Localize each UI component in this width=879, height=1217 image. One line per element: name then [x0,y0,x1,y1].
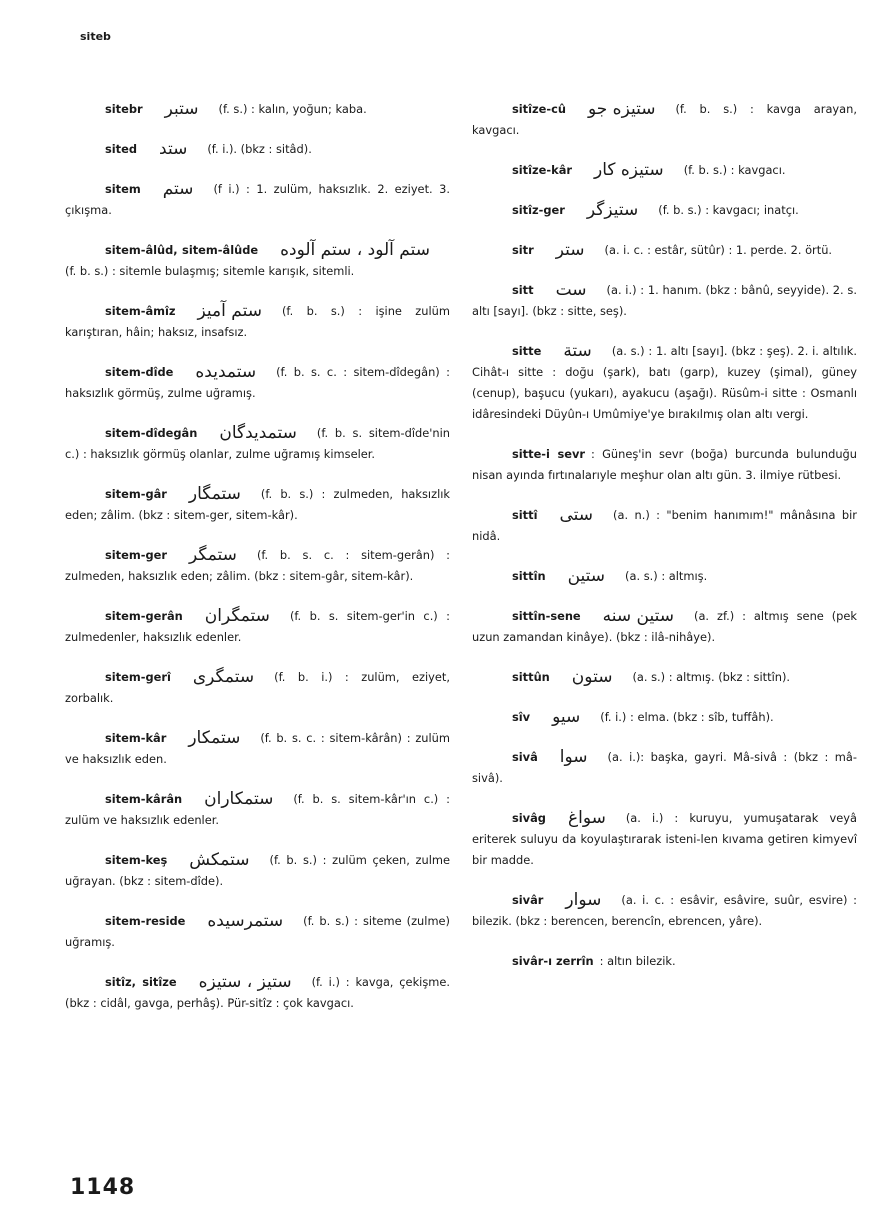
dictionary-entry [472,240,857,261]
arabic-script: ستر [555,240,585,261]
headword: sitîze-kâr [512,163,572,178]
headword: sited [105,142,138,157]
headword: sitem-gerî [105,670,171,685]
arabic-script: ستيزه جو [587,99,656,120]
headword: sitem-kâr [105,731,167,746]
dictionary-entry [65,789,450,831]
headword: sitem-dîde [105,365,174,380]
dictionary-entry [472,160,857,181]
dictionary-entry [65,139,450,160]
dictionary-entry [65,972,450,1014]
dictionary-entry [472,280,857,322]
right-column [472,88,857,991]
dictionary-entry [65,667,450,709]
headword: sittî [512,508,538,523]
headword: sitîze-cû [512,102,566,117]
headword: sivâr-ı zerrîn [512,954,594,969]
headword: sivâ [512,750,538,765]
headword: sivâg [512,811,546,826]
headword: sitem-gâr [105,487,167,502]
dictionary-entry [65,484,450,526]
arabic-script: سواغ [567,808,606,829]
arabic-script: ستم آلود ، ستم آلوده [280,240,430,261]
arabic-script: ستمكاران [204,789,274,810]
headword: sivâr [512,893,544,908]
dictionary-entry [65,545,450,587]
dictionary-entry [472,200,857,221]
definition: (f. b. s.) : kavgacı. [683,163,786,178]
definition: (f. b. s. sitem-ger'in c.) : zulmedenler, haksızlık edenler. [65,609,450,645]
headword: sittîn-sene [512,609,581,624]
definition: (f. b. i.) : zulüm, eziyet, zorbalık. [65,670,450,706]
definition: (f. b. s.) : kavgacı; inatçı. [658,203,799,218]
arabic-script: ستمگران [204,606,270,627]
definition: (f. s.) : kalın, yoğun; kaba. [218,102,367,117]
headword: sittûn [512,670,550,685]
arabic-script: سيو [552,707,581,728]
dictionary-entry [65,728,450,770]
running-head: siteb [80,30,111,43]
headword: sitem-âlûd, sitem-âlûde [105,243,259,258]
headword: sitîz-ger [512,203,565,218]
definition: (a. n.) : "benim hanımım!" mânâsına bir nidâ. [472,508,857,544]
definition: (a. s.) : altmış. [625,569,708,584]
dictionary-entry [472,99,857,141]
definition: : altın bilezik. [599,954,676,969]
arabic-script: ستمكش [189,850,250,871]
dictionary-entry [65,362,450,404]
dictionary-entry [472,606,857,648]
arabic-script: ستمكار [188,728,241,749]
definition: (f. b. s.) : işine zulüm karıştıran, hâin; haksız, insafsız. [65,304,450,340]
page-number: 1148 [70,1175,136,1200]
definition: (a. i.): başka, gayri. Mâ-sivâ : (bkz : mâ-sivâ). [472,750,857,786]
dictionary-entry [65,423,450,465]
dictionary-entry [472,667,857,688]
arabic-script: سوا [559,747,588,768]
arabic-script: ستيزه كار [594,160,664,181]
arabic-script: ستمگرى [192,667,255,688]
arabic-script: ستمگر [188,545,237,566]
dictionary-entry [65,240,450,282]
definition: (f. i.) : elma. (bkz : sîb, tuffâh). [600,710,774,725]
headword: sitt [512,283,534,298]
arabic-script: ستم [162,179,194,200]
dictionary-entry [472,707,857,728]
dictionary-entry [472,505,857,547]
arabic-script: ستم آميز [197,301,262,322]
headword: sitem-reside [105,914,186,929]
left-column [65,88,450,1033]
definition: (f. b. s. c. : sitem-gerân) : zulmeden, haksızlık eden; zâlim. (bkz : sitem-gâr, sitem-kâr). [65,548,450,584]
dictionary-entry [472,951,857,972]
arabic-script: ستون [571,667,613,688]
headword: sitebr [105,102,143,117]
definition: (f i.) : 1. zulüm, haksızlık. 2. eziyet. 3. çıkışma. [65,182,450,218]
arabic-script: ستمديده [195,362,257,383]
definition: (f. b. s. c. : sitem-dîdegân) : haksızlık görmüş, zulme uğramış. [65,365,450,401]
definition: (f. b. s.) : sitemle bulaşmış; sitemle karışık, sitemli. [65,264,355,279]
dictionary-entry [65,99,450,120]
arabic-script: ستين سنه [602,606,674,627]
definition: (f. b. s. c. : sitem-kârân) : zulüm ve haksızlık eden. [65,731,450,767]
headword: sitem-gerân [105,609,183,624]
headword: sitr [512,243,534,258]
arabic-script: ستيزگر [586,200,639,221]
headword: sîv [512,710,531,725]
dictionary-entry [472,444,857,486]
dictionary-entry [472,890,857,932]
dictionary-entry [65,301,450,343]
headword: sitte-i sevr [512,447,586,462]
definition: (a. s.) : 1. altı [sayı]. (bkz : şeş). 2. i. altılık. Cihât-ı sitte : doğu (şark), batı (garp), kuzey (şimal), güney (cenup), başucu (yukarı), ayakucu (aşağı). Rüsûm-i sitte : Osmanlı idâresindeki Düyûn-ı Umûmiye'ye bırakılmış olan altı vergi. [472,344,857,422]
headword: sitem-âmîz [105,304,176,319]
dictionary-entry [472,566,857,587]
dictionary-entry [65,606,450,648]
headword: sitem-ger [105,548,167,563]
arabic-script: ستة [563,341,592,362]
dictionary-entry [65,179,450,221]
arabic-script: سوار [565,890,602,911]
definition: (f. b. s.) : siteme (zulme) uğramış. [65,914,450,950]
dictionary-entry [472,341,857,425]
definition: (a. i. c. : estâr, sütûr) : 1. perde. 2. örtü. [604,243,833,258]
definition: (f. i.) : kavga, çekişme. (bkz : cidâl, gavga, perhâş). Pür-sitîz : çok kavgacı. [65,975,450,1011]
headword: sitte [512,344,542,359]
arabic-script: ستمديدگان [219,423,297,444]
arabic-script: ستبر [164,99,199,120]
dictionary-entry [65,850,450,892]
definition: (f. b. s.) : zulmeden, haksızlık eden; zâlim. (bkz : sitem-ger, sitem-kâr). [65,487,450,523]
headword: sitem [105,182,141,197]
arabic-script: ستمگار [188,484,241,505]
definition: : Güneş'in sevr (boğa) burcunda bulunduğu nisan ayında fırtınalarıyle meşhur olan altı gün. 3. ilmiye rütbesi. [472,447,857,483]
headword: sitem-keş [105,853,168,868]
definition: (f. b. s.) : kavga arayan, kavgacı. [472,102,857,138]
definition: (f. b. s. sitem-kâr'ın c.) : zulüm ve haksızlık edenler. [65,792,450,828]
arabic-script: ستد [159,139,188,160]
arabic-script: ستيز ، ستيزه [198,972,292,993]
dictionary-entry [65,911,450,953]
definition: (a. i.) : kuruyu, yumuşatarak veyâ eriterek suluyu da koyulaştırarak isteni-len kıvama getiren kimyevî bir madde. [472,811,857,868]
arabic-script: ستمرسيده [207,911,284,932]
headword: sitem-kârân [105,792,183,807]
headword: sitem-dîdegân [105,426,198,441]
definition: (f. b. s.) : zulüm çeken, zulme uğrayan. (bkz : sitem-dîde). [65,853,450,889]
headword: sitîz, sitîze [105,975,177,990]
arabic-script: ستى [559,505,594,526]
dictionary-entry [472,808,857,871]
dictionary-entry [472,747,857,789]
definition: (f. b. s. sitem-dîde'nin c.) : haksızlık görmüş olanlar, zulme uğramış kimseler. [65,426,450,462]
headword: sittîn [512,569,546,584]
definition: (a. s.) : altmış. (bkz : sittîn). [632,670,791,685]
definition: (a. i. c. : esâvir, esâvire, suûr, esvire) : bilezik. (bkz : berencen, berencîn, ebrencen, yâre). [472,893,857,929]
arabic-script: ستين [567,566,606,587]
definition: (a. zf.) : altmış sene (pek uzun zamandan kinâye). (bkz : ilâ-nihâye). [472,609,857,645]
definition: (f. i.). (bkz : sitâd). [207,142,312,157]
definition: (a. i.) : 1. hanım. (bkz : bânû, seyyide). 2. s. altı [sayı]. (bkz : sitte, seş). [472,283,857,319]
arabic-script: ست [555,280,587,301]
